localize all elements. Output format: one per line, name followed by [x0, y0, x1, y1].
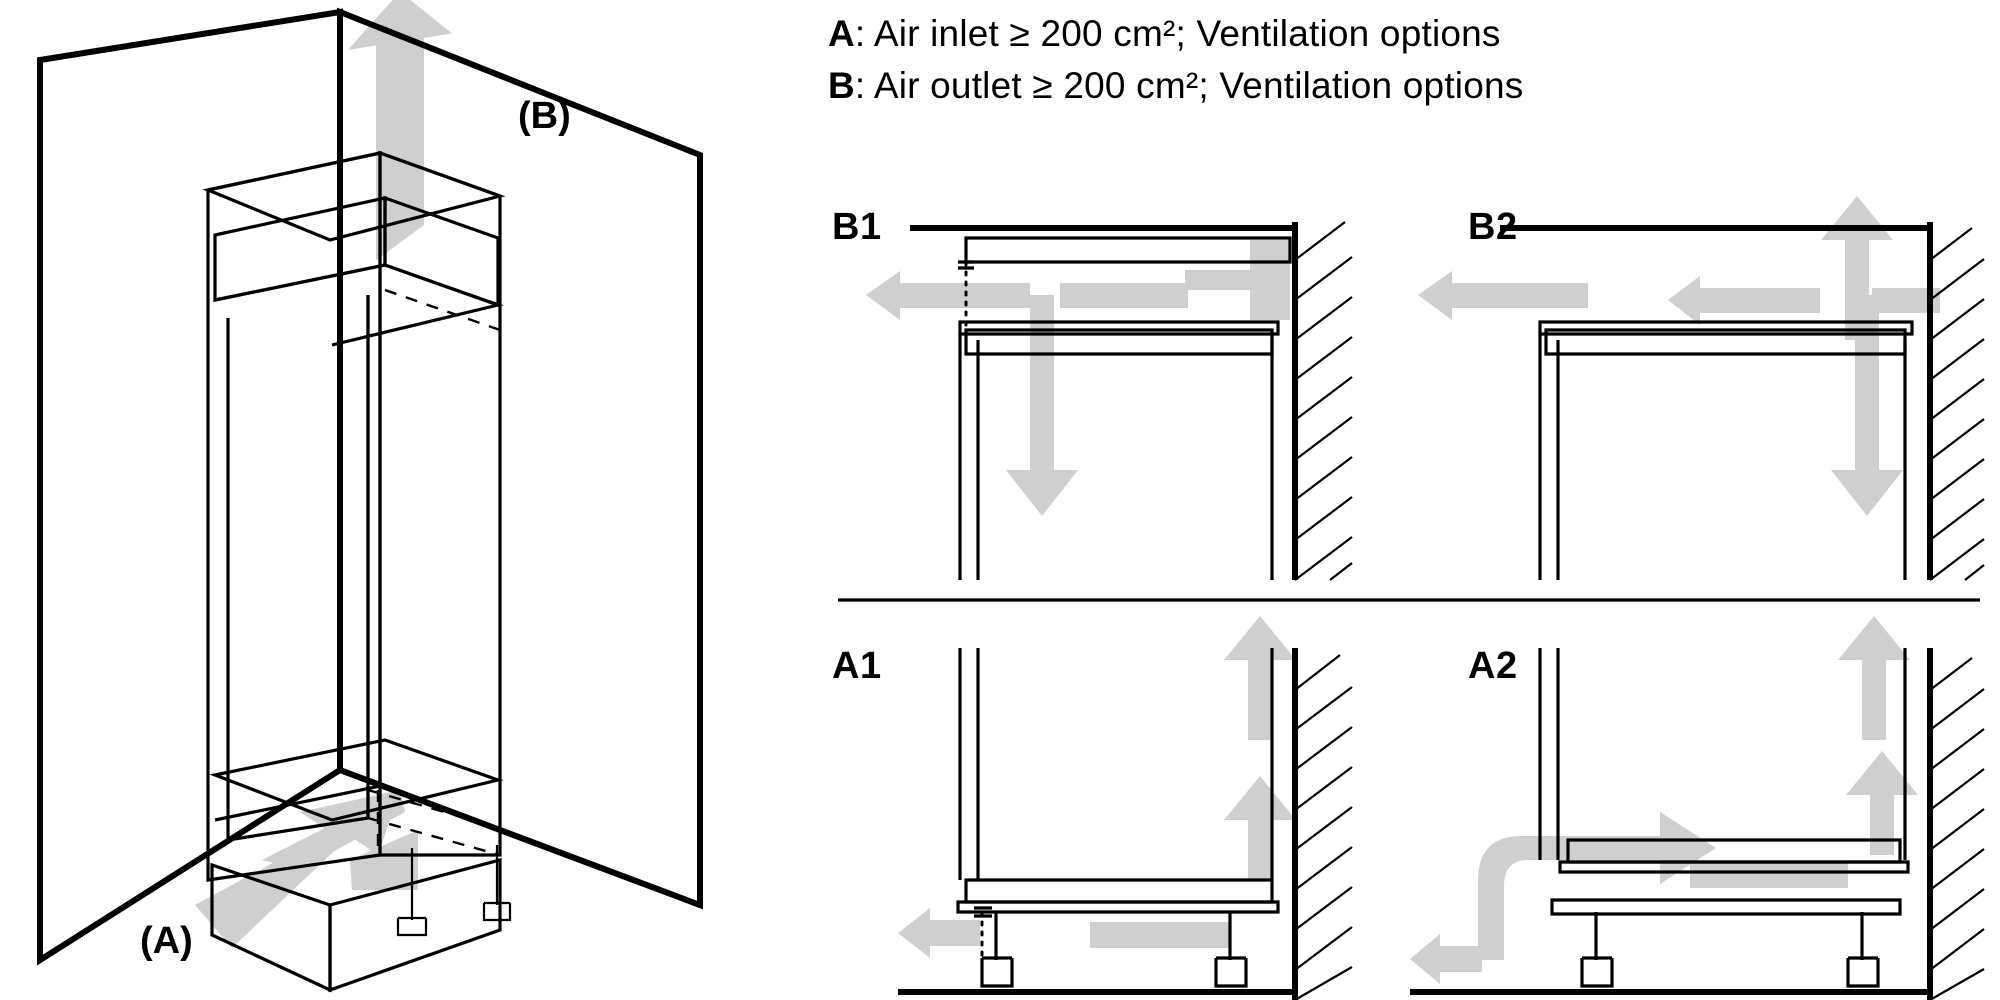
wall-hatching-b2	[1930, 222, 1984, 580]
panel-a1	[898, 616, 1352, 1000]
legend-key-b: B	[828, 65, 855, 106]
callout-b-label: (B)	[518, 95, 571, 137]
panel-label-b1: B1	[832, 206, 882, 248]
legend-text-a: : Air inlet ≥ 200 cm²; Ventilation options	[854, 13, 1501, 54]
panel-b1	[866, 222, 1352, 580]
wall-hatching-a1	[1295, 648, 1352, 1000]
panel-a2	[1410, 616, 1984, 1000]
legend-key-a: A	[828, 13, 855, 54]
panel-label-a1: A1	[832, 645, 882, 687]
panel-b2	[1418, 196, 1984, 580]
wall-hatching-a2	[1930, 648, 1984, 1000]
panel-label-a2: A2	[1468, 645, 1518, 687]
legend-text-b: : Air outlet ≥ 200 cm²; Ventilation options	[854, 65, 1524, 106]
wall-hatching-b1	[1295, 222, 1352, 580]
panel-label-b2: B2	[1468, 206, 1518, 248]
callout-a-label: (A)	[140, 920, 193, 962]
